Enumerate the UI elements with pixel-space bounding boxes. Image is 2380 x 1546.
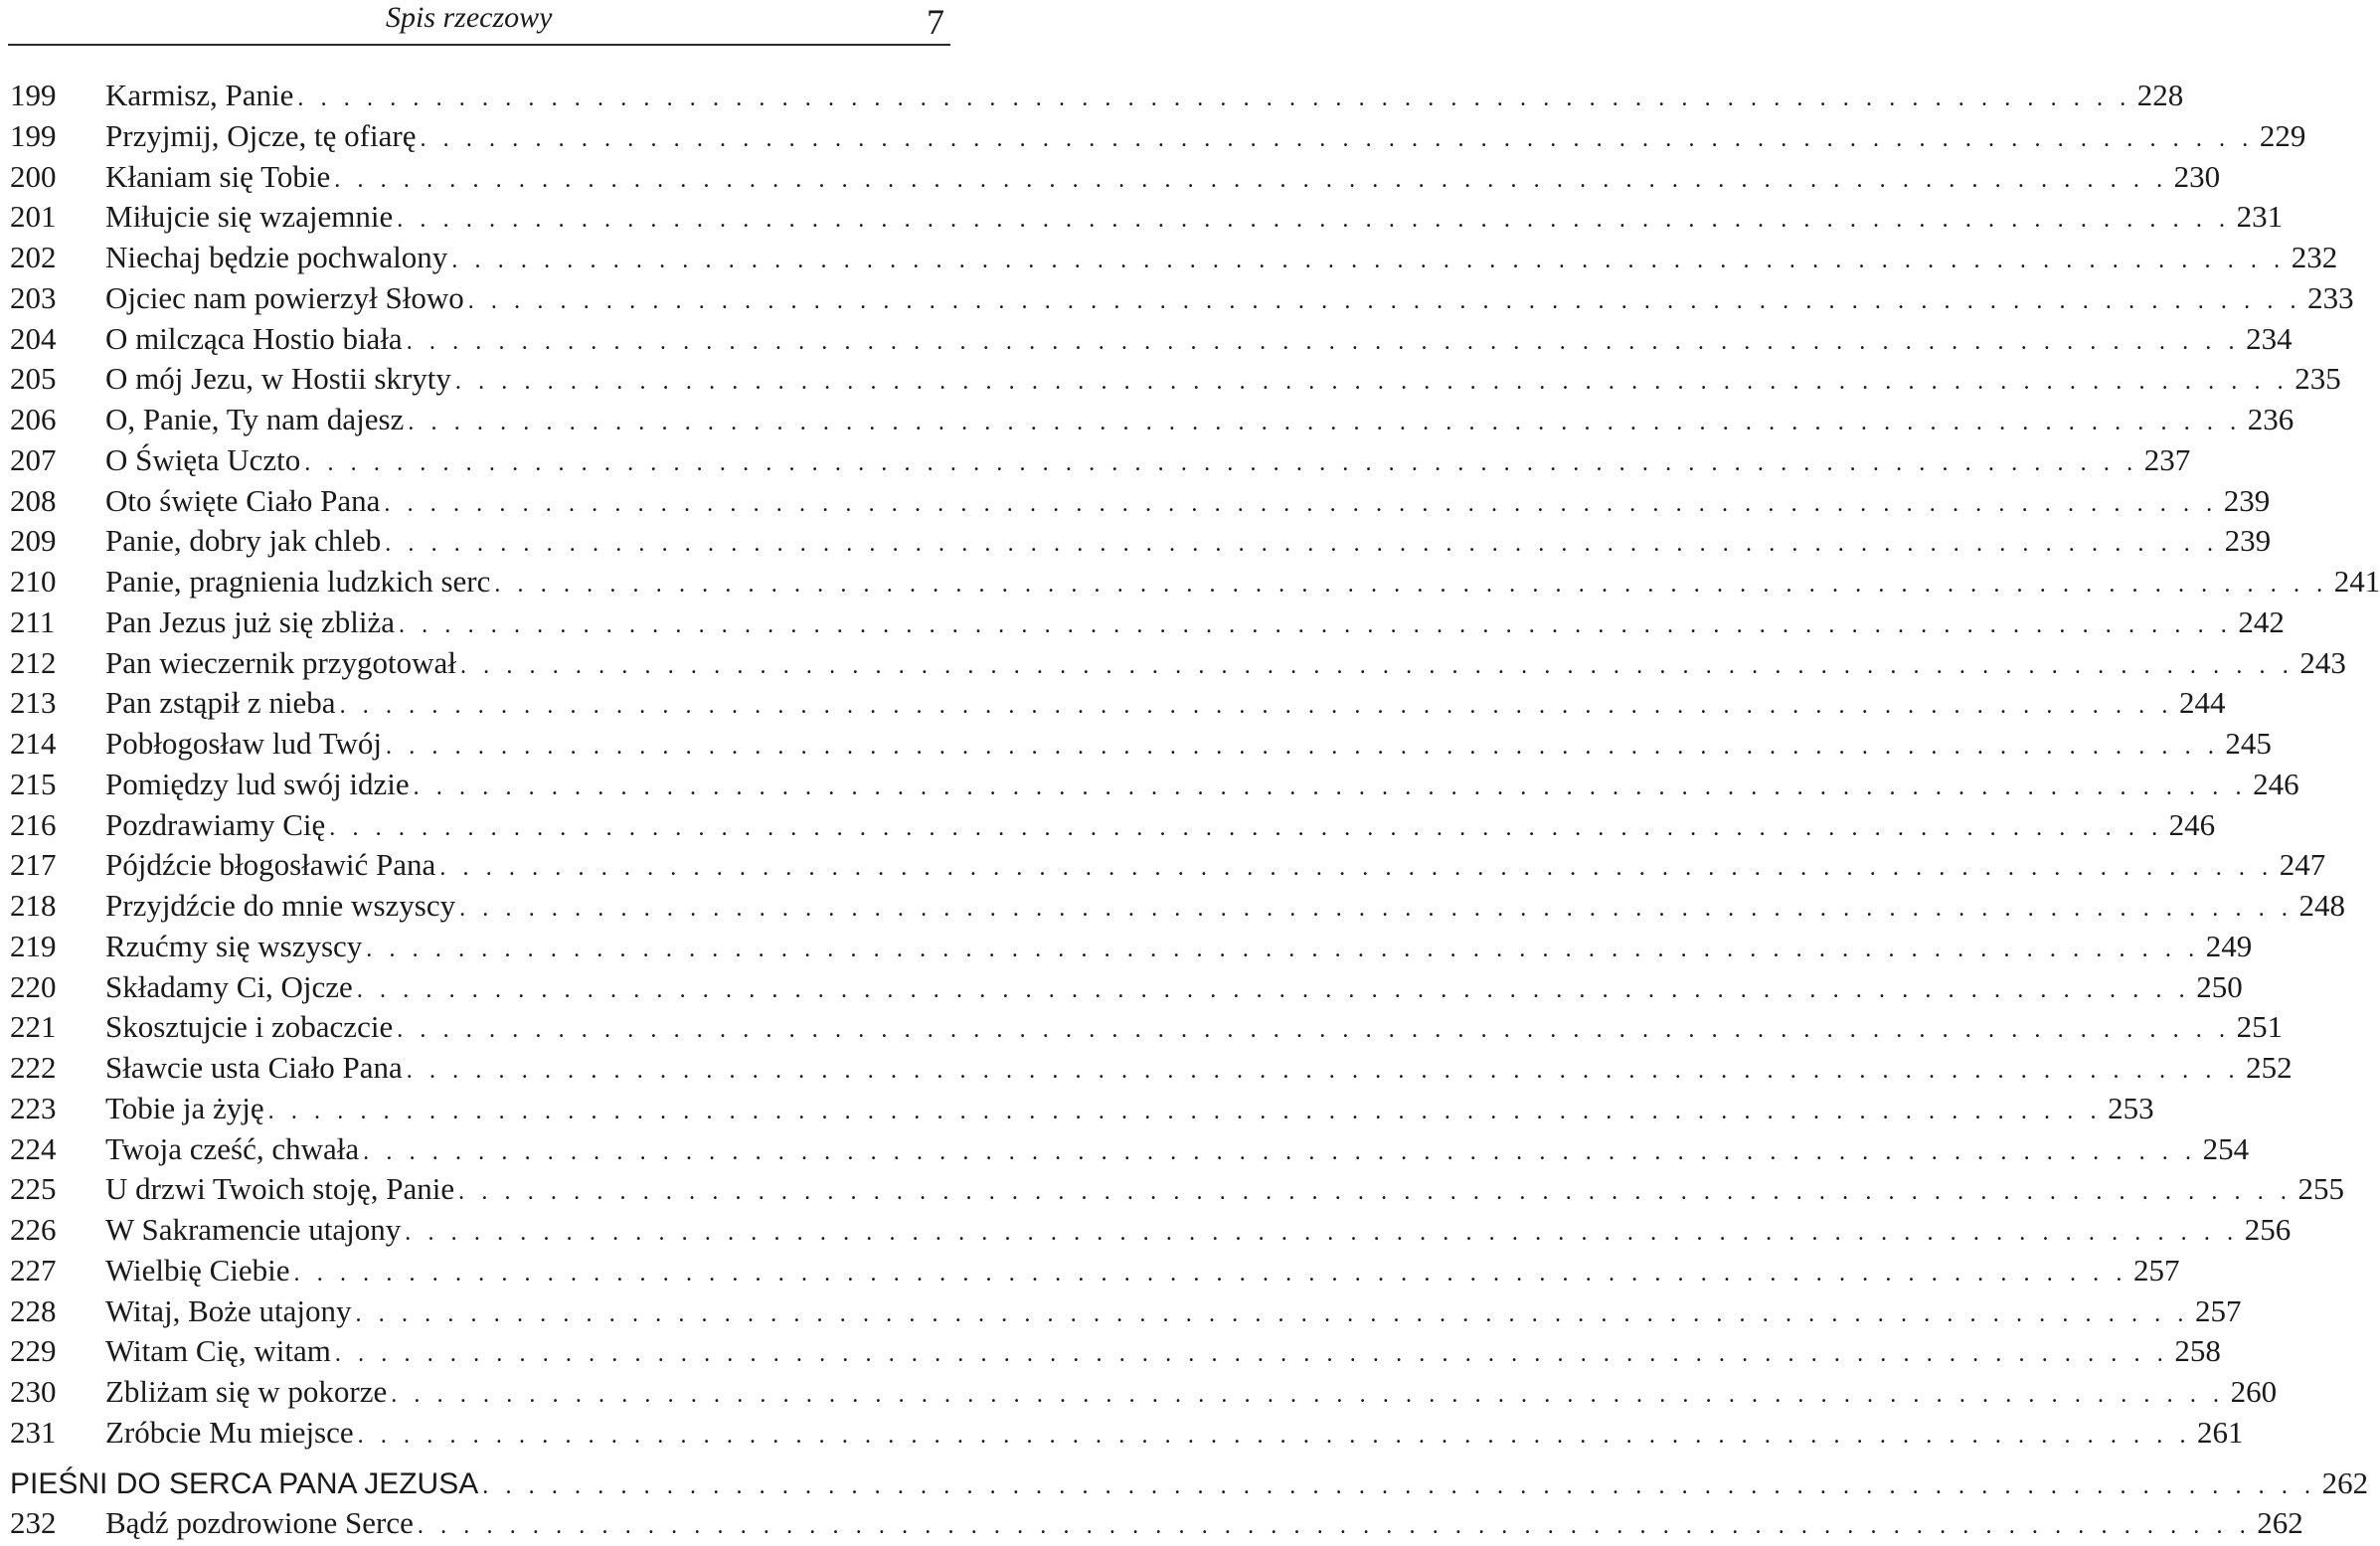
entry-page: 248 [2298, 888, 2346, 923]
toc-section-heading [0, 1463, 2369, 1504]
entry-page: 245 [2225, 726, 2272, 761]
entry-title: Ojciec nam powierzył Słowo [105, 279, 464, 315]
entry-number: 205 [10, 361, 57, 397]
page-header [0, 0, 954, 48]
entry-number: 206 [10, 402, 57, 436]
entry-title: Pan zstąpił z nieba [105, 685, 336, 721]
entry-page: 254 [2202, 1130, 2250, 1166]
dot-leader: . . . . . . . . . . . . . . . . . . . . . . . . . . . . . . . . . . . . . . . . . . . . . . . . . . . . . . . . . . . . . . . . . . . . . . . . . . . . . . . . [467, 287, 2302, 314]
toc-entry [0, 602, 2285, 643]
entry-number: 225 [10, 1171, 57, 1207]
dot-leader: . . . . . . . . . . . . . . . . . . . . . . . . . . . . . . . . . . . . . . . . . . . . . . . . . . . . . . . . . . . . . . . . . . . . . . . . . . . . . . . . [363, 1138, 2197, 1165]
entry-title: Bądź pozdrowione Serce [105, 1505, 414, 1541]
entry-number: 223 [10, 1090, 57, 1125]
entry-number: 215 [10, 766, 57, 801]
dot-leader: . . . . . . . . . . . . . . . . . . . . . . . . . . . . . . . . . . . . . . . . . . . . . . . . . . . . . . . . . . . . . . . . . . . . . . . . . . . . . . . . [385, 531, 2219, 558]
dot-leader: . . . . . . . . . . . . . . . . . . . . . . . . . . . . . . . . . . . . . . . . . . . . . . . . . . . . . . . . . . . . . . . . . . . . . . . . . . . . . . . . [397, 1017, 2231, 1044]
entry-title: Składamy Ci, Ojcze [105, 968, 353, 1004]
header-divider [8, 44, 950, 46]
entry-page: 253 [2108, 1090, 2154, 1125]
entry-page: 262 [2257, 1505, 2303, 1541]
entry-number: 213 [10, 685, 57, 721]
entry-number: 219 [10, 928, 57, 963]
toc-entry [0, 157, 2221, 198]
section-title: PIEŚNI DO SERCA PANA JEZUSA [10, 1466, 479, 1500]
toc-entry [0, 724, 2272, 765]
toc-entry [0, 805, 2216, 846]
dot-leader: . . . . . . . . . . . . . . . . . . . . . . . . . . . . . . . . . . . . . . . . . . . . . . . . . . . . . . . . . . . . . . . . . . . . . . . . . . . . . . . . [334, 166, 2168, 193]
dot-leader: . . . . . . . . . . . . . . . . . . . . . . . . . . . . . . . . . . . . . . . . . . . . . . . . . . . . . . . . . . . . . . . . . . . . . . . . . . . . . . . . [334, 1341, 2169, 1368]
dot-leader: . . . . . . . . . . . . . . . . . . . . . . . . . . . . . . . . . . . . . . . . . . . . . . . . . . . . . . . . . . . . . . . . . . . . . . . . . . . . . . . . [386, 734, 2220, 760]
entry-title: Tobie ja żyję [105, 1090, 264, 1125]
entry-page: 251 [2236, 1009, 2284, 1045]
entry-number: 208 [10, 482, 57, 518]
dot-leader: . . . . . . . . . . . . . . . . . . . . . . . . . . . . . . . . . . . . . . . . . . . . . . . . . . . . . . . . . . . . . . . . . . . . . . . . . . . . . . . . [459, 896, 2294, 922]
entry-title: Pan wieczernik przygotował [105, 644, 456, 680]
dot-leader: . . . . . . . . . . . . . . . . . . . . . . . . . . . . . . . . . . . . . . . . . . . . . . . . . . . . . . . . . . . . . . . . . . . . . . . . . . . . . . . . [357, 1422, 2192, 1449]
entry-number: 226 [10, 1212, 57, 1247]
entry-number: 224 [10, 1130, 57, 1166]
entry-page: 231 [2236, 199, 2284, 235]
entry-number: 209 [10, 523, 57, 559]
entry-title: Panie, pragnienia ludzkich serc [105, 564, 491, 599]
toc-entry [0, 1291, 2242, 1332]
entry-title: Sławcie usta Ciało Pana [105, 1050, 403, 1085]
entry-page: 255 [2297, 1171, 2345, 1207]
toc-entry [0, 967, 2243, 1008]
dot-leader: . . . . . . . . . . . . . . . . . . . . . . . . . . . . . . . . . . . . . . . . . . . . . . . . . . . . . . . . . . . . . . . . . . . . . . . . . . . . . . . . [339, 693, 2173, 720]
entry-page: 230 [2173, 158, 2221, 194]
entry-number: 212 [10, 644, 57, 680]
entry-title: Przyjdźcie do mnie wszyscy [105, 888, 456, 923]
entry-number: 202 [10, 240, 57, 274]
entry-title: Witaj, Boże utajony [105, 1292, 352, 1328]
dot-leader: . . . . . . . . . . . . . . . . . . . . . . . . . . . . . . . . . . . . . . . . . . . . . . . . . . . . . . . . . . . . . . . . . . . . . . . . . . . . . . . . [406, 328, 2241, 355]
entry-title: Zróbcie Mu miejsce [105, 1414, 354, 1450]
entry-number: 210 [10, 564, 57, 599]
toc-entry [0, 643, 2346, 684]
entry-page: 235 [2295, 361, 2341, 397]
toc-entry [0, 521, 2272, 562]
entry-title: O, Panie, Ty nam dajesz [105, 402, 405, 436]
entry-page: 239 [2223, 482, 2271, 518]
toc-entry [0, 278, 2354, 319]
entry-number: 222 [10, 1050, 57, 1085]
dot-leader: . . . . . . . . . . . . . . . . . . . . . . . . . . . . . . . . . . . . . . . . . . . . . . . . . . . . . . . . . . . . . . . . . . . . . . . . . . . . . . . . [391, 1382, 2225, 1408]
entry-number: 211 [10, 603, 56, 639]
entry-page: 257 [2194, 1292, 2242, 1328]
entry-number: 214 [10, 726, 57, 761]
dot-leader: . . . . . . . . . . . . . . . . . . . . . . . . . . . . . . . . . . . . . . . . . . . . . . . . . . . . . . . . . . . . . . . . . . . . . . . . . . . . . . . . [398, 611, 2233, 638]
entry-title: Zbliżam się w pokorze [105, 1374, 388, 1409]
page-number: 7 [927, 2, 944, 42]
entry-page: 250 [2196, 968, 2243, 1004]
entry-number: 199 [10, 117, 57, 153]
toc-entry [0, 1048, 2293, 1089]
entry-number: 207 [10, 441, 57, 477]
entry-page: 257 [2132, 1252, 2180, 1288]
dot-leader: . . . . . . . . . . . . . . . . . . . . . . . . . . . . . . . . . . . . . . . . . . . . . . . . . . . . . . . . . . . . . . . . . . . . . . . . . . . . . . . . [356, 976, 2191, 1003]
dot-leader: . . . . . . . . . . . . . . . . . . . . . . . . . . . . . . . . . . . . . . . . . . . . . . . . . . . . . . . . . . . . . . . . . . . . . . . . . . . . . . . . [267, 1098, 2103, 1124]
entry-number: 201 [10, 199, 57, 235]
entry-page: 236 [2247, 402, 2295, 436]
toc-entry [0, 683, 2226, 724]
entry-page: 234 [2246, 320, 2293, 356]
entry-page: 228 [2136, 78, 2184, 112]
dot-leader: . . . . . . . . . . . . . . . . . . . . . . . . . . . . . . . . . . . . . . . . . . . . . . . . . . . . . . . . . . . . . . . . . . . . . . . . . . . . . . . . [366, 936, 2200, 962]
entry-title: Pójdźcie błogosławić Pana [105, 847, 436, 883]
toc-entry [0, 1210, 2292, 1251]
entry-title: Miłujcie się wzajemnie [105, 199, 394, 235]
entry-title: Oto święte Ciało Pana [105, 482, 381, 518]
entry-title: Pan Jezus już się zbliża [105, 603, 395, 639]
entry-page: 247 [2279, 847, 2326, 883]
entry-page: 242 [2238, 603, 2285, 639]
entry-number: 217 [10, 847, 57, 883]
entry-title: Wielbię Ciebie [105, 1252, 290, 1288]
entry-title: U drzwi Twoich stoję, Panie [105, 1171, 455, 1207]
entry-page: 262 [2321, 1464, 2369, 1500]
entry-title: Pomiędzy lud swój idzie [105, 766, 410, 801]
toc-entry [0, 845, 2326, 886]
dot-leader: . . . . . . . . . . . . . . . . . . . . . . . . . . . . . . . . . . . . . . . . . . . . . . . . . . . . . . . . . . . . . . . . . . . . . . . . . . . . . . . . [408, 410, 2242, 435]
entry-page: 246 [2168, 806, 2216, 842]
dot-leader: . . . . . . . . . . . . . . . . . . . . . . . . . . . . . . . . . . . . . . . . . . . . . . . . . . . . . . . . . . . . . . . . . . . . . . . . . . . . . . . . [459, 652, 2295, 679]
dot-leader: . . . . . . . . . . . . . . . . . . . . . . . . . . . . . . . . . . . . . . . . . . . . . . . . . . . . . . . . . . . . . . . . . . . . . . . . . . . . . . . . [439, 855, 2274, 882]
entry-number: 220 [10, 968, 57, 1004]
dot-leader: . . . . . . . . . . . . . . . . . . . . . . . . . . . . . . . . . . . . . . . . . . . . . . . . . . . . . . . . . . . . . . . . . . . . . . . . . . . . . . . . [417, 1513, 2252, 1540]
entry-title: Pobłogosław lud Twój [105, 726, 383, 761]
dot-leader: . . . . . . . . . . . . . . . . . . . . . . . . . . . . . . . . . . . . . . . . . . . . . . . . . . . . . . . . . . . . . . . . . . . . . . . . . . . . . . . . [454, 369, 2290, 396]
entry-title: Rzućmy się wszyscy [105, 928, 363, 963]
dot-leader: . . . . . . . . . . . . . . . . . . . . . . . . . . . . . . . . . . . . . . . . . . . . . . . . . . . . . . . . . . . . . . . . . . . . . . . . . . . . . . . . [458, 1179, 2293, 1206]
entry-page: 244 [2178, 685, 2226, 721]
entry-page: 260 [2230, 1374, 2278, 1409]
toc-entry [0, 76, 2184, 116]
dot-leader: . . . . . . . . . . . . . . . . . . . . . . . . . . . . . . . . . . . . . . . . . . . . . . . . . . . . . . . . . . . . . . . . . . . . . . . . . . . . . . . . [406, 1058, 2241, 1084]
dot-leader: . . . . . . . . . . . . . . . . . . . . . . . . . . . . . . . . . . . . . . . . . . . . . . . . . . . . . . . . . . . . . . . . . . . . . . . . . . . . . . . . [405, 1220, 2239, 1246]
dot-leader: . . . . . . . . . . . . . . . . . . . . . . . . . . . . . . . . . . . . . . . . . . . . . . . . . . . . . . . . . . . . . . . . . . . . . . . . . . . . . . . . [293, 1260, 2127, 1287]
entry-page: 232 [2291, 240, 2338, 274]
toc-entry [0, 400, 2295, 440]
entry-page: 233 [2307, 279, 2354, 315]
entry-title: Skosztujcie i zobaczcie [105, 1009, 394, 1045]
dot-leader: . . . . . . . . . . . . . . . . . . . . . . . . . . . . . . . . . . . . . . . . . . . . . . . . . . . . . . . . . . . . . . . . . . . . . . . . . . . . . . . . [355, 1300, 2189, 1327]
dot-leader: . . . . . . . . . . . . . . . . . . . . . . . . . . . . . . . . . . . . . . . . . . . . . . . . . . . . . . . . . . . . . . . . . . . . . . . . . . . . . . . . [494, 572, 2328, 598]
entry-number: 230 [10, 1374, 57, 1409]
toc-entry [0, 1372, 2278, 1413]
entry-number: 229 [10, 1333, 57, 1369]
entry-page: 252 [2246, 1050, 2293, 1085]
toc-entry [0, 562, 2380, 602]
toc-entry [0, 440, 2191, 481]
entry-title: Panie, dobry jak chleb [105, 523, 382, 559]
entry-number: 231 [10, 1414, 57, 1450]
toc-entry [0, 1089, 2154, 1129]
entry-number: 232 [10, 1505, 57, 1541]
entry-title: Przyjmij, Ojcze, tę ofiarę [105, 117, 417, 153]
entry-number: 204 [10, 320, 57, 356]
toc-entry [0, 765, 2299, 805]
entry-title: Karmisz, Panie [105, 78, 294, 112]
entry-page: 261 [2197, 1414, 2244, 1450]
entry-title: Niechaj będzie pochwalony [105, 240, 448, 274]
toc-entry [0, 319, 2293, 360]
entry-page: 229 [2259, 117, 2306, 153]
toc-entry [0, 116, 2306, 157]
dot-leader: . . . . . . . . . . . . . . . . . . . . . . . . . . . . . . . . . . . . . . . . . . . . . . . . . . . . . . . . . . . . . . . . . . . . . . . . . . . . . . . . [420, 125, 2254, 152]
dot-leader: . . . . . . . . . . . . . . . . . . . . . . . . . . . . . . . . . . . . . . . . . . . . . . . . . . . . . . . . . . . . . . . . . . . . . . . . . . . . . . . . [384, 490, 2218, 517]
toc-entry [0, 1169, 2345, 1210]
entry-number: 228 [10, 1292, 57, 1328]
entry-number: 227 [10, 1252, 57, 1288]
toc-entry [0, 886, 2346, 927]
entry-page: 237 [2143, 441, 2191, 477]
dot-leader: . . . . . . . . . . . . . . . . . . . . . . . . . . . . . . . . . . . . . . . . . . . . . . . . . . . . . . . . . . . . . . . . . . . . . . . . . . . . . . . . [304, 449, 2138, 476]
dot-leader: . . . . . . . . . . . . . . . . . . . . . . . . . . . . . . . . . . . . . . . . . . . . . . . . . . . . . . . . . . . . . . . . . . . . . . . . . . . . . . . . [451, 248, 2286, 273]
dot-leader: . . . . . . . . . . . . . . . . . . . . . . . . . . . . . . . . . . . . . . . . . . . . . . . . . . . . . . . . . . . . . . . . . . . . . . . . . . . . . . . . [397, 207, 2231, 234]
entry-number: 203 [10, 279, 57, 315]
entry-title: Witam Cię, witam [105, 1333, 331, 1369]
entry-page: 249 [2205, 928, 2253, 963]
entry-page: 258 [2174, 1333, 2221, 1369]
toc-entry [0, 927, 2253, 967]
running-title: Spis rzeczowy [386, 1, 553, 34]
entry-title: O mój Jezu, w Hostii skryty [105, 361, 451, 397]
dot-leader: . . . . . . . . . . . . . . . . . . . . . . . . . . . . . . . . . . . . . . . . . . . . . . . . . . . . . . . . . . . . . . . . . . . . . . . . . . . . . . . . [413, 773, 2248, 800]
dot-leader: . . . . . . . . . . . . . . . . . . . . . . . . . . . . . . . . . . . . . . . . . . . . . . . . . . . . . . . . . . . . . . . . . . . . . . . . . . . . . . . . [297, 86, 2131, 111]
entry-title: Kłaniam się Tobie [105, 158, 331, 194]
entry-page: 246 [2253, 766, 2299, 801]
toc-entry [0, 481, 2271, 522]
toc-entry [0, 197, 2284, 238]
entry-page: 256 [2244, 1212, 2292, 1247]
entry-page: 243 [2299, 644, 2346, 680]
toc-entry [0, 1251, 2180, 1291]
entry-page: 241 [2333, 564, 2380, 599]
entry-number: 216 [10, 806, 57, 842]
dot-leader: . . . . . . . . . . . . . . . . . . . . . . . . . . . . . . . . . . . . . . . . . . . . . . . . . . . . . . . . . . . . . . . . . . . . . . . . . . . . . . . . [329, 814, 2163, 841]
entry-page: 239 [2224, 523, 2272, 559]
toc-entry [0, 1129, 2250, 1170]
entry-number: 200 [10, 158, 57, 194]
table-of-contents [0, 76, 2380, 1544]
entry-number: 221 [10, 1009, 57, 1045]
toc-entry [0, 1413, 2244, 1454]
entry-title: Twoja cześć, chwała [105, 1130, 360, 1166]
entry-number: 199 [10, 78, 57, 112]
toc-entry [0, 1007, 2284, 1048]
toc-entry [0, 359, 2341, 400]
toc-entry [0, 1331, 2221, 1372]
entry-title: O milcząca Hostio biała [105, 320, 403, 356]
dot-leader: . . . . . . . . . . . . . . . . . . . . . . . . . . . . . . . . . . . . . . . . . . . . . . . . . . . . . . . . . . . . . . . . . . . . . . . . . . . . . . . . [482, 1472, 2316, 1499]
entry-title: Pozdrawiamy Cię [105, 806, 326, 842]
toc-entry [0, 1503, 2303, 1544]
entry-number: 218 [10, 888, 57, 923]
toc-entry [0, 238, 2338, 278]
entry-title: W Sakramencie utajony [105, 1212, 402, 1247]
entry-title: O Święta Uczto [105, 441, 301, 477]
